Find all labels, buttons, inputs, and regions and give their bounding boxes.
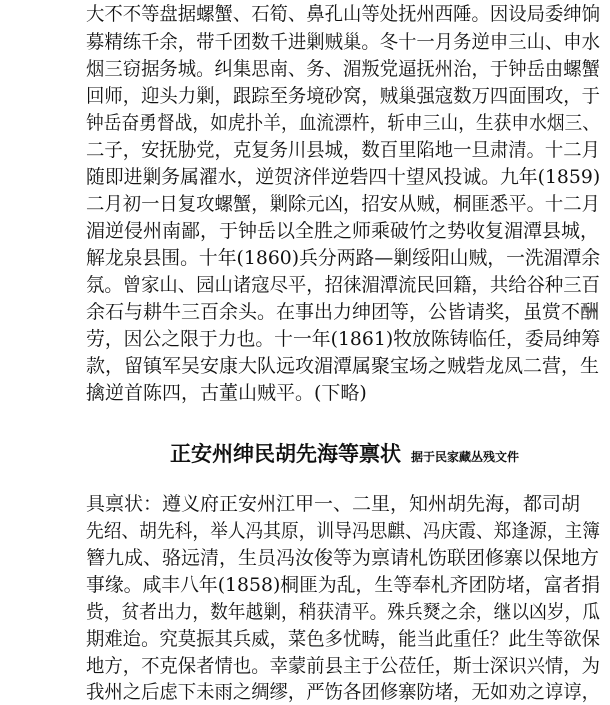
text-line: 二子，安抚胁党，克复务川县城，数百里陷地一旦肃清。十二月 <box>86 139 601 161</box>
text-line: 赀，贫者出力，数年越剿，稍获清平。殊兵燹之余，继以凶岁，瓜 <box>86 601 601 623</box>
text-line: 劳，因公之限于力也。十一年(1861)牧放陈铸临任，委局绅筹 <box>86 328 601 350</box>
text-line: 款，留镇军吴安康大队远攻湄潭属聚宝场之贼砦龙凤二营，生 <box>86 355 600 377</box>
text-line: 余石与耕牛三百余头。在事出力绅团等，公皆请奖，虽赏不酬 <box>86 301 600 323</box>
text-line: 期难迨。究莫振其兵威，菜色多忧畴，能当此重任？此生等欲保 <box>86 628 601 650</box>
text-line: 钟岳奋勇督战，如虎扑羊，血流漂杵，斩申三山，生获申水烟三、 <box>86 112 601 134</box>
section-title: 正安州绅民胡先海等禀状 <box>170 442 401 466</box>
text-line: 我州之后虑下未雨之绸缪，严饬各团修寨防堵，无如劝之谆谆， <box>86 681 601 703</box>
text-line: 氛。曾家山、园山诸寇尽平，招徕湄潭流民回籍，共给谷种三百 <box>86 274 601 296</box>
text-line: 烟三窃据务城。纠集思南、务、湄叛党逼抚州治，于钟岳由螺蟹 <box>86 58 601 80</box>
source-note: 据于民家藏丛残文件 <box>411 450 520 464</box>
text-line: 大不不等盘据螺蟹、石筍、鼻孔山等处抚州西陲。因设局委绅饷 <box>86 3 601 25</box>
text-line: 具禀状：遵义府正安州江甲一、二里，知州胡先海，都司胡 <box>86 493 581 515</box>
text-line: 募精练千余，带千团数千进剿贼巢。冬十一月务逆申三山、申水 <box>86 31 601 53</box>
text-line: 解龙泉县围。十年(1860)兵分两路—剿绥阳山贼，一洗湄潭余 <box>86 247 601 269</box>
text-line: 二月初一日复攻螺蟹，剿除元凶，招安从贼，桐匪悉平。十二月 <box>86 193 601 215</box>
text-line: 地方，不克保者情也。幸蒙前县主于公莅任，斯士深识兴情，为 <box>86 655 601 677</box>
text-line: 回师，迎头力剿，跟踪至务境砂窝，贼巢强寇数万四面围攻，于 <box>86 85 601 107</box>
text-line: 先绍、胡先科，举人冯其原，训导冯思麒、冯庆霞、郑逢源，主簿 <box>86 520 601 542</box>
section-heading <box>170 438 519 468</box>
text-line: 事缘。咸丰八年(1858)桐匪为乱，生等奉札齐团防堵，富者捐 <box>86 574 601 596</box>
text-line: 擒逆首陈四，古董山贼平。(下略) <box>86 382 367 404</box>
text-line: 簪九成、骆远清，生员冯汝俊等为禀请札饬联团修寨以保地方 <box>86 547 600 569</box>
text-line: 随即进剿务属濯水，逆贺济伴逆砦四十望风投诚。九年(1859) <box>86 166 601 188</box>
text-line: 湄逆侵州南鄙，于钟岳以全胜之师乘破竹之势收复湄潭县城， <box>86 220 600 242</box>
